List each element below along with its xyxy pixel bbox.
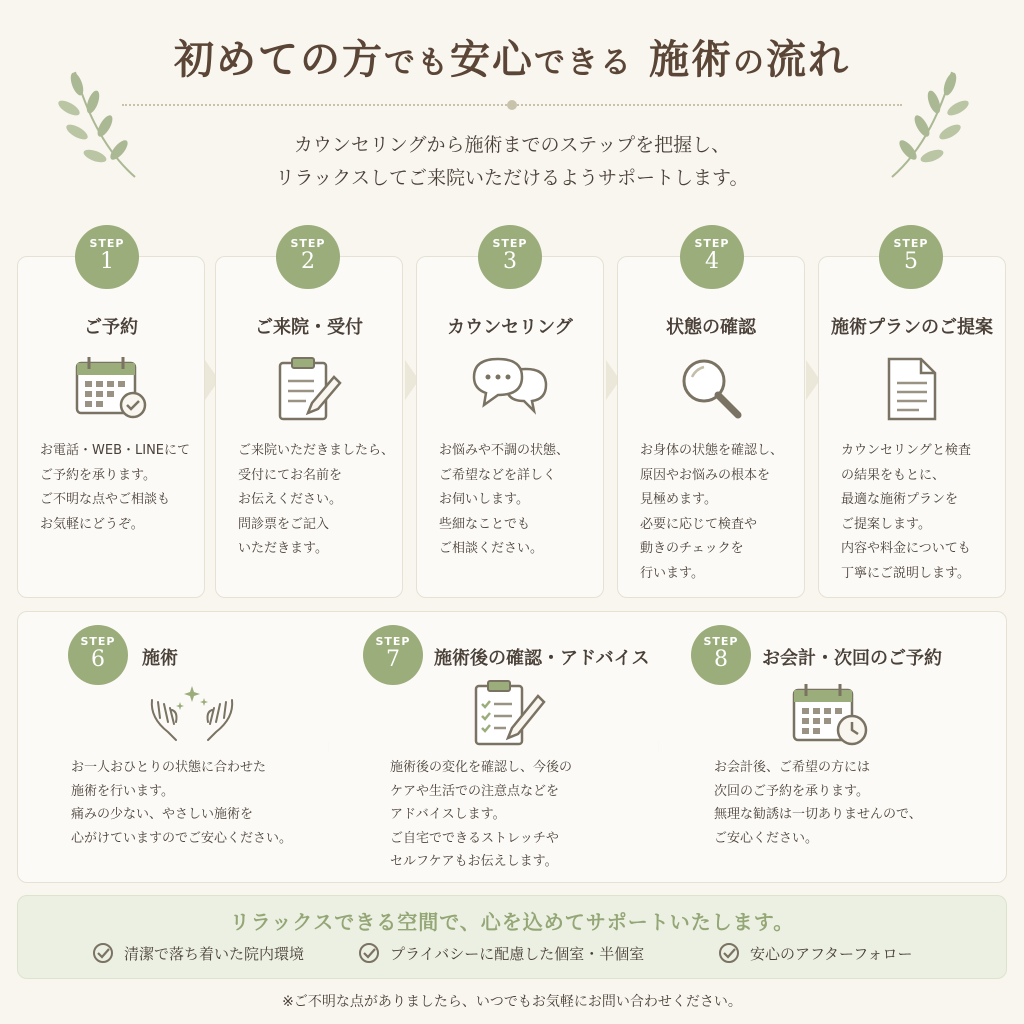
step-label: STEP	[290, 237, 326, 250]
step-number: 1	[100, 249, 114, 274]
step-description: お会計後、ご希望の方には 次回のご予約を承ります。 無理な勧誘は一切ありませんので、 ご安心ください。	[714, 760, 922, 846]
step-number: 8	[714, 647, 728, 672]
feature-item	[358, 942, 644, 964]
feature-item	[718, 942, 912, 964]
step-badge-1	[75, 225, 139, 289]
step-card-4	[617, 256, 805, 598]
step-badge-7	[363, 625, 423, 685]
step-card-5	[818, 256, 1006, 598]
step-badge-8	[691, 625, 751, 685]
step-separator	[658, 612, 659, 882]
step-label: STEP	[375, 635, 411, 648]
step-description: 施術後の変化を確認し、今後の ケアや生活での注意点などを アドバイスします。 ご自宅でできるストレッチや セルフケアもお伝えします。	[390, 760, 573, 869]
title-part: 初めての方	[174, 36, 385, 83]
step-description: お電話・WEB・LINEにて ご予約を承ります。 ご不明な点やご相談も お気軽にどうぞ。	[40, 443, 191, 532]
step-title: カウンセリング	[447, 317, 573, 338]
step-number: 7	[386, 647, 400, 672]
step-description: お悩みや不調の状態、 ご希望などを詳しく お伺いします。 些細なことでも ご相談ください。	[439, 443, 570, 556]
step-title: ご来院・受付	[255, 317, 363, 338]
title-part: でも	[384, 45, 451, 81]
page-title	[0, 28, 1024, 85]
title-part: 流れ	[765, 36, 850, 83]
step-number: 4	[705, 249, 719, 274]
hands-sparkle-icon	[146, 682, 238, 744]
clipboard-pen-icon	[274, 355, 344, 423]
feature-item	[92, 942, 304, 964]
step-label: STEP	[893, 237, 929, 250]
step-title: ご予約	[84, 317, 138, 338]
step-title: お会計・次回のご予約	[762, 648, 942, 669]
step-badge-2	[276, 225, 340, 289]
step-label: STEP	[694, 237, 730, 250]
step-separator	[328, 612, 329, 882]
step-card-3	[416, 256, 604, 598]
step-badge-6	[68, 625, 128, 685]
step-badge-5	[879, 225, 943, 289]
subtitle-line-1: カウンセリングから施術までのステップを把握し、	[293, 134, 731, 156]
step-number: 6	[91, 647, 105, 672]
footnote: ※ご不明な点がありましたら、いつでもお気軽にお問い合わせください。	[282, 994, 742, 1010]
step-badge-3	[478, 225, 542, 289]
title-part: の	[732, 45, 766, 81]
checklist-pen-icon	[472, 678, 552, 748]
step-title: 施術後の確認・アドバイス	[434, 648, 650, 669]
feature-label: プライバシーに配慮した個室・半個室	[390, 944, 645, 963]
step-label: STEP	[492, 237, 528, 250]
step-label: STEP	[703, 635, 739, 648]
check-circle-icon	[718, 942, 740, 964]
step-label: STEP	[89, 237, 125, 250]
chat-bubbles-icon	[470, 355, 550, 421]
title-part: 安心	[450, 36, 535, 83]
title-divider-dot	[507, 100, 517, 110]
title-part: できる	[534, 45, 634, 81]
step-badge-4	[680, 225, 744, 289]
subtitle-line-2: リラックスしてご来院いただけるようサポートします。	[275, 167, 749, 189]
magnifier-icon	[678, 355, 744, 421]
document-icon	[883, 355, 941, 423]
step-card-2	[215, 256, 403, 598]
calendar-clock-icon	[790, 682, 870, 748]
step-label: STEP	[80, 635, 116, 648]
feature-label: 安心のアフターフォロー	[750, 944, 913, 963]
step-title: 施術	[142, 648, 178, 669]
title-part: 施術	[633, 36, 733, 83]
step-title: 施術プランのご提案	[831, 317, 993, 338]
check-circle-icon	[358, 942, 380, 964]
step-description: ご来院いただきましたら、 受付にてお名前を お伝えください。 問診票をご記入 いただきます。	[238, 443, 395, 556]
step-card-1	[17, 256, 205, 598]
banner-title: リラックスできる空間で、心を込めてサポートいたします。	[229, 910, 795, 934]
step-number: 5	[904, 249, 918, 274]
check-circle-icon	[92, 942, 114, 964]
step-number: 3	[503, 249, 517, 274]
step-description: お一人おひとりの状態に合わせた 施術を行います。 痛みの少ない、やさしい施術を 心がけていますのでご安心ください。	[71, 760, 293, 846]
calendar-check-icon	[73, 355, 149, 419]
step-title: 状態の確認	[666, 317, 756, 338]
step-description: カウンセリングと検査 の結果をもとに、 最適な施術プランを ご提案します。 内容や料金についても 丁寧にご説明します。	[841, 443, 972, 581]
feature-label: 清潔で落ち着いた院内環境	[124, 944, 305, 963]
step-number: 2	[301, 249, 315, 274]
step-description: お身体の状態を確認し、 原因やお悩みの根本を 見極めます。 必要に応じて検査や 動きのチェックを 行います。	[640, 443, 784, 581]
